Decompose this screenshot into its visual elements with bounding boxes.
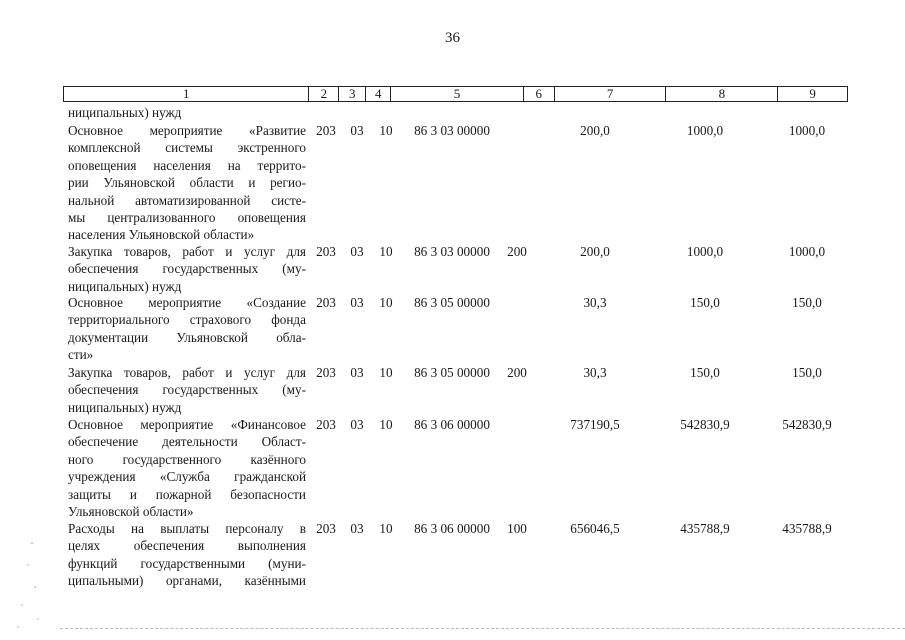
description-line: учреждения «Служба гражданской <box>68 469 306 485</box>
cell-col-8: 150,0 <box>690 365 720 380</box>
cell-col-3: 03 <box>350 521 364 536</box>
description-line: Основное мероприятие «Финансовое <box>68 417 306 432</box>
description-line: территориального страхового фонда <box>68 312 306 328</box>
cell-col-2: 203 <box>316 417 336 432</box>
description-line: оповещения населения на террито- <box>68 157 306 173</box>
header-col-5: 5 <box>391 87 524 101</box>
cell-col-7: 656046,5 <box>570 521 620 536</box>
row-description <box>68 294 306 364</box>
cell-col-5: 86 3 06 00000 <box>414 417 490 432</box>
description-line: ниципальных) нужд <box>68 278 182 294</box>
description-line: населения Ульяновской области» <box>68 227 255 243</box>
cell-col-9: 150,0 <box>792 295 822 310</box>
description-line: ниципальных) нужд <box>68 399 182 415</box>
description-line: Расходы на выплаты персоналу в <box>68 521 306 536</box>
description-line: обеспечение деятельности Област- <box>68 434 306 450</box>
cell-col-7: 200,0 <box>580 123 610 138</box>
description-line: функций государственными (муни- <box>68 555 306 571</box>
description-line: Основное мероприятие «Создание <box>68 295 306 310</box>
header-col-7: 7 <box>555 87 667 101</box>
cell-col-6: 200 <box>507 244 527 259</box>
header-col-2: 2 <box>309 87 339 101</box>
description-line: ципальными) органами, казёнными <box>68 573 306 589</box>
cell-col-2: 203 <box>316 521 336 536</box>
cell-col-6: 100 <box>507 521 527 536</box>
description-line: ниципальных) нужд <box>68 105 182 120</box>
page-bottom-edge <box>60 628 905 630</box>
row-description <box>68 364 306 416</box>
cell-col-8: 435788,9 <box>680 521 730 536</box>
cell-col-3: 03 <box>350 365 364 380</box>
header-col-3: 3 <box>339 87 366 101</box>
cell-col-4: 10 <box>379 295 393 310</box>
description-line: защиты и пожарной безопасности <box>68 486 306 502</box>
cell-col-8: 150,0 <box>690 295 720 310</box>
description-line: документации Ульяновской обла- <box>68 329 306 345</box>
cell-col-2: 203 <box>316 365 336 380</box>
cell-col-5: 86 3 05 00000 <box>414 365 490 380</box>
description-line: ного государственного казённого <box>68 451 306 467</box>
row-description <box>68 416 306 520</box>
cell-col-7: 200,0 <box>580 244 610 259</box>
description-line: нальной автоматизированной систе- <box>68 192 306 208</box>
cell-col-8: 1000,0 <box>686 244 724 259</box>
cell-col-9: 1000,0 <box>788 123 826 138</box>
cell-col-3: 03 <box>350 417 364 432</box>
cell-col-2: 203 <box>316 295 336 310</box>
row-description <box>68 243 306 295</box>
cell-col-6: 200 <box>507 365 527 380</box>
description-line: комплексной системы экстренного <box>68 140 306 156</box>
header-col-8: 8 <box>666 87 778 101</box>
cell-col-8: 1000,0 <box>686 123 724 138</box>
cell-col-2: 203 <box>316 123 336 138</box>
cell-col-5: 86 3 06 00000 <box>414 521 490 536</box>
cell-col-4: 10 <box>379 521 393 536</box>
cell-col-7: 30,3 <box>583 365 607 380</box>
description-line: целях обеспечения выполнения <box>68 538 306 554</box>
header-col-4: 4 <box>366 87 391 101</box>
description-line: Ульяновской области» <box>68 504 194 520</box>
cell-col-7: 737190,5 <box>570 417 620 432</box>
header-col-1: 1 <box>64 87 309 101</box>
description-line: обеспечения государственных (му- <box>68 382 306 398</box>
cell-col-5: 86 3 03 00000 <box>414 123 490 138</box>
cell-col-4: 10 <box>379 244 393 259</box>
cell-col-3: 03 <box>350 295 364 310</box>
table-header <box>63 86 848 102</box>
cell-col-5: 86 3 05 00000 <box>414 295 490 310</box>
description-line: обеспечения государственных (му- <box>68 261 306 277</box>
cell-col-4: 10 <box>379 123 393 138</box>
cell-col-2: 203 <box>316 244 336 259</box>
cell-col-4: 10 <box>379 365 393 380</box>
cell-col-7: 30,3 <box>583 295 607 310</box>
header-col-9: 9 <box>809 86 816 101</box>
cell-col-9: 150,0 <box>792 365 822 380</box>
page-number: 36 <box>445 30 460 46</box>
description-line: Закупка товаров, работ и услуг для <box>68 365 306 380</box>
description-line: рии Ульяновской области и регио- <box>68 175 306 191</box>
description-line: сти» <box>68 347 94 363</box>
row-description <box>68 104 306 121</box>
description-line: Основное мероприятие «Развитие <box>68 123 306 138</box>
description-line: Закупка товаров, работ и услуг для <box>68 244 306 259</box>
cell-col-9: 1000,0 <box>788 244 826 259</box>
cell-col-3: 03 <box>350 123 364 138</box>
cell-col-5: 86 3 03 00000 <box>414 244 490 259</box>
description-line: мы централизованного оповещения <box>68 210 306 226</box>
cell-col-3: 03 <box>350 244 364 259</box>
cell-col-4: 10 <box>379 417 393 432</box>
row-description <box>68 122 306 244</box>
row-description <box>68 520 306 590</box>
cell-col-9: 435788,9 <box>782 521 832 536</box>
header-col-6: 6 <box>524 87 555 101</box>
cell-col-8: 542830,9 <box>680 417 730 432</box>
scan-noise-marks <box>10 535 50 635</box>
cell-col-9: 542830,9 <box>782 417 832 432</box>
